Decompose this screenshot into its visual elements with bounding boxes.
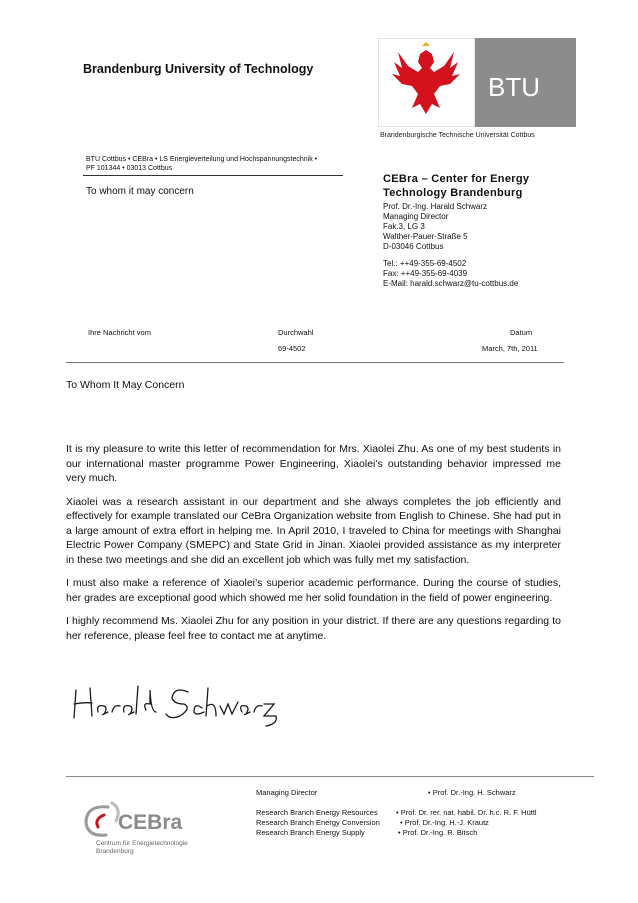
footer-divider [66,776,594,777]
cebra-logo [78,795,203,857]
btu-logo [378,38,576,127]
ref-extension-label: Durchwahl [278,328,314,337]
contact-block [383,202,518,289]
paragraph: I must also make a reference of Xiaolei’s superior academic performance. During the course of studies, her grades are exceptional good which showed me her solid foundation in the field of power engineering. [66,577,561,604]
center-title-line-1: CEBra – Center for Energy [383,173,530,185]
reference-divider [66,362,564,363]
contact-role: Managing Director [383,212,449,221]
cebra-swirl-icon [86,803,118,835]
sender-address [86,155,317,173]
footer-value-1: • Prof. Dr.-Ing. H. Schwarz [428,788,516,797]
cebra-wordmark: CEBra [118,811,183,834]
contact-email[interactable]: E-Mail: harald.schwarz@tu-cottbus.de [383,279,519,288]
footer-value-2: • Prof. Dr. rer. nat. habil. Dr. h.c. R. F. Hüttl [396,808,537,817]
btu-abbr: BTU [488,72,540,102]
sender-divider [83,175,343,176]
paragraph: I highly recommend Ms. Xiaolei Zhu for any position in your district. If there are any questions regarding to her reference, please feel free to contact me at anytime. [66,615,561,642]
ref-message-label: Ihre Nachricht vom [88,328,151,337]
footer-label-2: Research Branch Energy Resources [256,808,378,817]
cebra-tagline-2: Brandenburg [96,848,134,855]
paragraph: Xiaolei was a research assistant in our department and she always completes the job efficiently and effectively for example translated our CeBra Organization website from English to Chinese. She had put in a large amount of extra effort in helping me. In April 2010, I traveled to China for meetings with Shanghai Electric Power Company (SMEPC) and State Grid in Jinan. Xiaolei provided assistance as my interpreter in these two meetings and she did an excellent job which was fully met my satisfaction. [66,495,561,566]
ref-date-value: March, 7th, 2011 [482,344,538,353]
recipient: To whom it may concern [86,186,194,197]
sender-line-2: PF 101344 • 03013 Cottbus [86,165,173,172]
cebra-tagline-1: Centrum für Energietechnologie [96,840,188,847]
contact-street: Walther-Pauer-Straße 5 [383,232,468,241]
footer-value-4: • Prof. Dr.-Ing. R. Bitsch [398,828,478,837]
footer-label-4: Research Branch Energy Supply [256,828,365,837]
contact-name: Prof. Dr.-Ing. Harald Schwarz [383,202,488,211]
letter-body [66,442,561,652]
footer-label-1: Managing Director [256,788,318,797]
logo-caption: Brandenburgische Technische Universität Cottbus [380,132,535,139]
footer-value-3: • Prof. Dr.-Ing. H.-J. Krautz [400,818,489,827]
contact-city: D-03046 Cottbus [383,242,444,251]
ref-extension-value: 69-4502 [278,344,306,353]
contact-fax: Fax: ++49-355-69-4039 [383,269,468,278]
university-name: Brandenburg University of Technology [83,62,314,76]
paragraph: It is my pleasure to write this letter of recommendation for Mrs. Xiaolei Zhu. As one of my best students in our international master programme Power Engineering, Xiaolei’s outstanding behavior impressed me very much. [66,443,561,484]
sender-line-1: BTU Cottbus • CEBra • LS Energieverteilung und Hochspannungstechnik • [86,156,318,163]
contact-dept: Fak.3, LG 3 [383,222,425,231]
footer-label-3: Research Branch Energy Conversion [256,818,380,827]
handwritten-signature [70,682,280,728]
center-title [383,172,529,200]
ref-date-label: Datum [510,328,533,337]
contact-tel: Tel.: ++49-355-69-4502 [383,259,467,268]
center-title-line-2: Technology Brandenburg [383,187,523,199]
letter-subject: To Whom It May Concern [66,379,185,391]
